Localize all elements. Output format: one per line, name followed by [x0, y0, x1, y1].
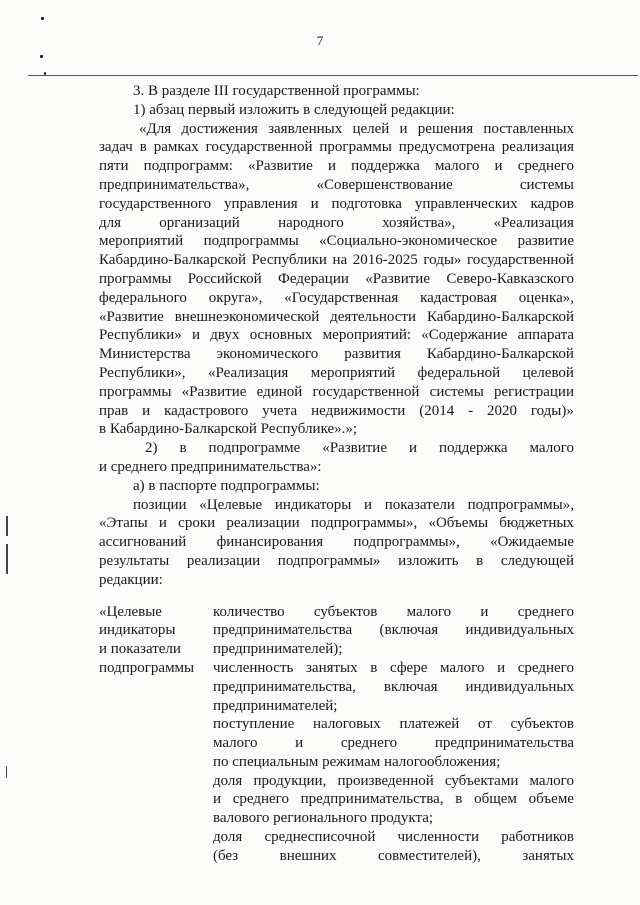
table-value-line: (без внешних совместителей), занятых: [213, 847, 574, 864]
paragraph-line: результаты реализации подпрограммы» изложить в следующей: [99, 552, 574, 569]
table-value-line: количество субъектов малого и среднего: [213, 603, 574, 620]
paragraph-line: пяти подпрограмм: «Развитие и поддержка малого и среднего: [99, 158, 574, 175]
scan-speck: [44, 72, 46, 75]
paragraph-line: Республики» и двух основных мероприятий: «Содержание аппарата: [99, 327, 574, 344]
paragraph-line: предпринимательства», «Совершенствование системы: [99, 176, 574, 193]
paragraph-line: прав и кадастрового учета недвижимости (2014 - 2020 годы)»: [99, 402, 574, 419]
table-value-line: предпринимательства (включая индивидуальных: [213, 622, 574, 639]
table-label-line: «Целевые: [99, 603, 162, 620]
paragraph-line: Республики», «Реализация мероприятий федеральной целевой: [99, 364, 574, 381]
table-value-line: предпринимателей);: [213, 641, 343, 658]
paragraph-line: мероприятий подпрограммы «Социально-экономическое развитие: [99, 233, 574, 250]
paragraph-line: редакции:: [99, 571, 163, 588]
paragraph-line: программы Российской Федерации «Развитие Северо-Кавказского: [99, 270, 574, 287]
document-body: [99, 82, 574, 866]
scan-edge-mark: [6, 544, 8, 574]
table-value-line: доля среднесписочной численности работников: [213, 829, 574, 846]
table-value-line: доля продукции, произведенной субъектами малого: [213, 772, 574, 789]
scan-edge-mark: [6, 516, 8, 536]
scan-edge-mark: [6, 766, 7, 778]
paragraph-line: 2) в подпрограмме «Развитие и поддержка малого: [145, 440, 574, 457]
section-heading: 3. В разделе III государственной программы:: [133, 83, 420, 99]
paragraph-line: ассигнований финансирования подпрограммы», «Ожидаемые: [99, 534, 574, 551]
table-value-column: [213, 603, 574, 866]
page-number: 7: [316, 33, 324, 48]
paragraph-line: в Кабардино-Балкарской Республике».»;: [99, 421, 358, 438]
paragraph-line: Министерства экономического развития Кабардино-Балкарской: [99, 346, 574, 363]
paragraph-line: для организаций народного хозяйства», «Реализация: [99, 214, 574, 231]
paragraph-line: «Развитие внешнеэкономической деятельности Кабардино-Балкарской: [99, 308, 574, 325]
paragraph-line: Кабардино-Балкарской Республики на 2016-2025 годы» государственной: [99, 252, 574, 269]
header-rule: [28, 75, 638, 76]
table-label-line: индикаторы: [99, 622, 176, 639]
table-value-line: и среднего предпринимательства, в общем объеме: [213, 791, 574, 808]
paragraph-line: 1) абзац первый изложить в следующей редакции:: [133, 101, 455, 118]
paragraph-line: «Этапы и сроки реализации подпрограммы», «Объемы бюджетных: [99, 515, 574, 532]
table-value-line: валового регионального продукта;: [213, 810, 434, 827]
paragraph-line: программы «Развитие единой государственной системы регистрации: [99, 383, 574, 400]
table-label-column: [99, 603, 213, 866]
paragraph-line: задач в рамках государственной программы предусмотрена реализация: [99, 139, 574, 156]
paragraph-line: позиции «Целевые индикаторы и показатели подпрограммы»,: [133, 496, 574, 513]
paragraph-line: и среднего предпринимательства»:: [99, 458, 322, 475]
passport-table: [99, 603, 574, 866]
table-value-line: предпринимательства, включая индивидуальных: [213, 678, 574, 695]
paragraph-line: государственного управления и подготовка управленческих кадров: [99, 195, 574, 212]
scan-speck: [40, 55, 43, 58]
table-value-line: по специальным режимам налогообложения;: [213, 753, 501, 770]
table-value-line: численность занятых в сфере малого и среднего: [213, 659, 574, 676]
table-value-line: малого и среднего предпринимательства: [213, 735, 574, 752]
paragraph-line: «Для достижения заявленных целей и решения поставленных: [139, 120, 574, 137]
table-label-line: подпрограммы: [99, 659, 195, 676]
table-value-line: поступление налоговых платежей от субъектов: [213, 716, 574, 733]
table-label-line: и показатели: [99, 641, 181, 658]
table-value-line: предпринимателей;: [213, 697, 338, 714]
paragraph-line: федерального округа», «Государственная кадастровая оценка»,: [99, 289, 574, 306]
scan-speck: [41, 17, 44, 20]
paragraph-line: а) в паспорте подпрограммы:: [133, 477, 320, 494]
